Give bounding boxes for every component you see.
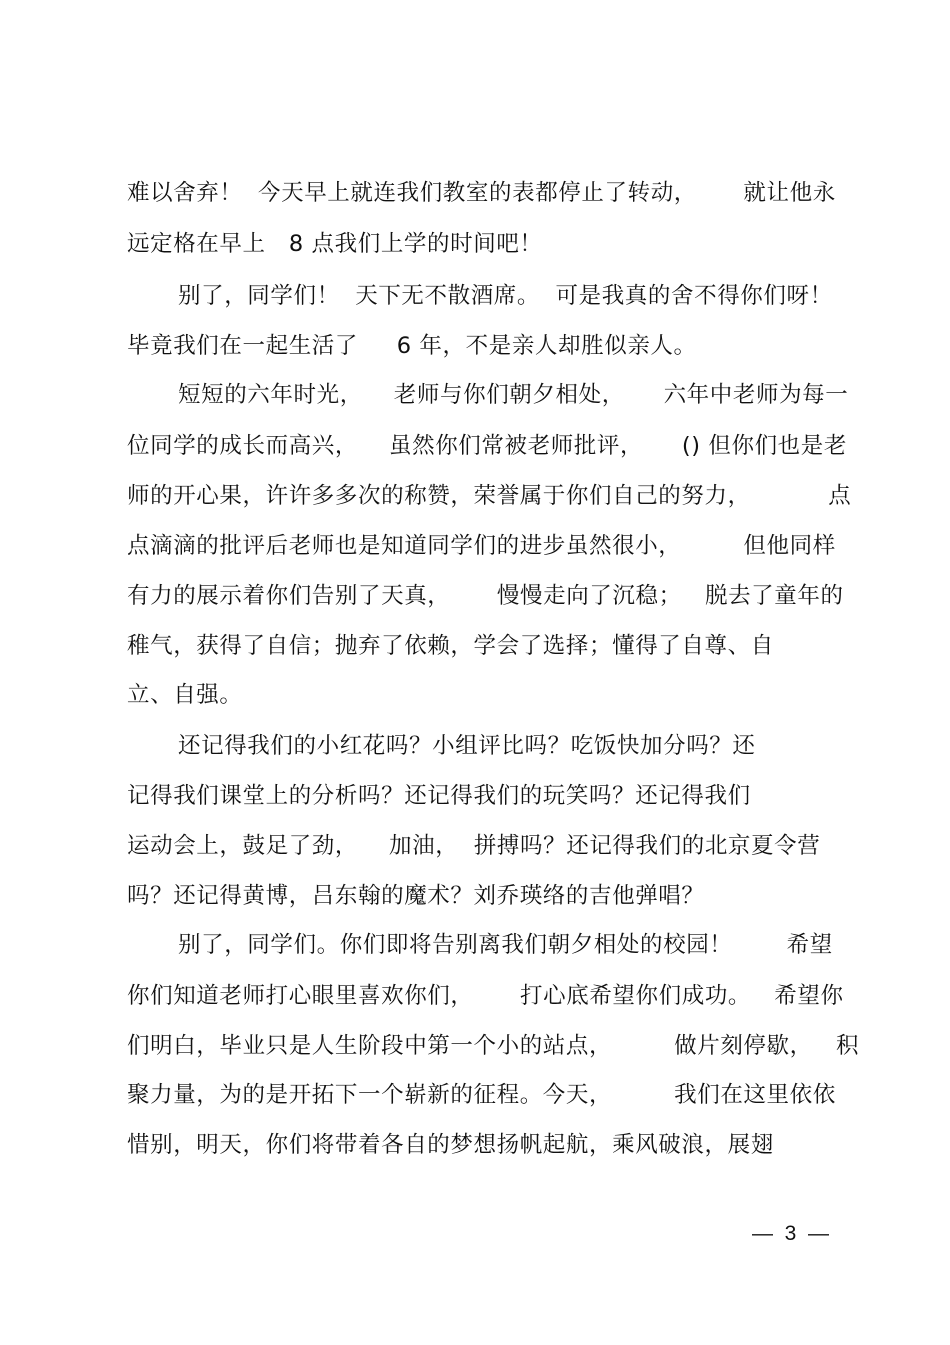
paragraph-start-line: 还记得我们的小红花吗？小组评比吗？吃饭快加分吗？还 [178, 733, 756, 759]
paragraph-start-line: 别了，同学们。你们即将告别离我们朝夕相处的校园！ 希望 [178, 932, 833, 958]
text-line-20: 惜别，明天，你们将带着各自的梦想扬帆起航，乘风破浪，展翅 [127, 1132, 774, 1158]
text-line-11: 立、自强。 [127, 682, 243, 708]
text-line-10: 稚气，获得了自信；抛弃了依赖，学会了选择；懂得了自尊、自 [127, 633, 774, 659]
paragraph-start-line: 别了，同学们！ 天下无不散酒席。 可是我真的舍不得你们呀！ [178, 283, 833, 309]
page-number: — 3 — [752, 1222, 830, 1245]
text-line-8: 点滴滴的批评后老师也是知道同学们的进步虽然很小， 但他同样 [127, 533, 836, 559]
text-line-4: 毕竟我们在一起生活了 6 年，不是亲人却胜似亲人。 [127, 333, 697, 359]
paragraph-start-line: 短短的六年时光， 老师与你们朝夕相处， 六年中老师为每一 [178, 382, 849, 408]
text-line-13: 记得我们课堂上的分析吗？还记得我们的玩笑吗？还记得我们 [127, 783, 751, 809]
text-line-7: 师的开心果，许许多多次的称赞，荣誉属于你们自己的努力， 点 [127, 483, 852, 509]
text-line-9: 有力的展示着你们告别了天真， 慢慢走向了沉稳； 脱去了童年的 [127, 583, 844, 609]
text-line-17: 你们知道老师打心眼里喜欢你们， 打心底希望你们成功。 希望你 [127, 983, 844, 1009]
text-line-15: 吗？还记得黄博，吕东翰的魔术？刘乔瑛络的吉他弹唱？ [127, 883, 705, 909]
text-line-2: 远定格在早上 8 点我们上学的时间吧！ [127, 231, 543, 257]
text-line-14: 运动会上，鼓足了劲， 加油， 拼搏吗？还记得我们的北京夏令营 [127, 833, 821, 859]
text-line-18: 们明白，毕业只是人生阶段中第一个小的站点， 做片刻停歇， 积 [127, 1033, 860, 1059]
text-line-1: 难以舍弃！ 今天早上就连我们教室的表都停止了转动， 就让他永 [127, 180, 836, 206]
text-line-6: 位同学的成长而高兴， 虽然你们常被老师批评， () 但你们也是老 [127, 433, 847, 459]
text-line-19: 聚力量，为的是开拓下一个崭新的征程。今天， 我们在这里依依 [127, 1082, 836, 1108]
